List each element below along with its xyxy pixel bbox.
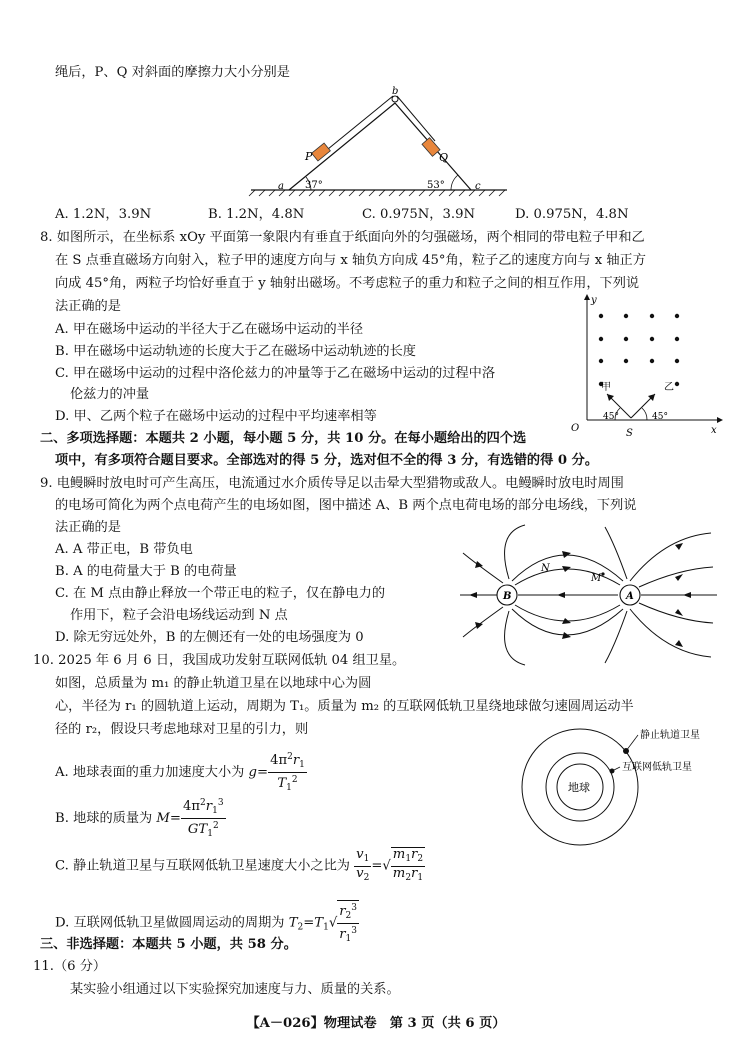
point-m: M	[591, 573, 602, 584]
label-yi: 乙	[664, 382, 674, 393]
q9-option-a: A. A 带正电，B 带负电	[55, 542, 193, 557]
q8-magnetic-field-figure	[565, 293, 725, 443]
q10-line-2: 如图，总质量为 m₁ 的静止轨道卫星在以地球中心为圆	[55, 676, 372, 691]
point-n: N	[541, 563, 550, 574]
q8-line-3: 向成 45°角，两粒子均恰好垂直于 y 轴射出磁场。不考虑粒子的重力和粒子之间的相互作用，下列说	[55, 276, 640, 291]
q7-option-d: D. 0.975N，4.8N	[515, 207, 629, 222]
q10-option-c: C. 静止轨道卫星与互联网低轨卫星速度大小之比为 $\frac{v_1}{v_2}$ =√ $\frac{m_1r_2}{m_2r_1}$	[55, 846, 424, 883]
q8-option-c: C. 甲在磁场中运动的过程中洛伦兹力的冲量等于乙在磁场中运动的过程中洛	[55, 366, 496, 381]
label-y-axis: y	[591, 295, 597, 306]
q7-option-b: B. 1.2N，4.8N	[208, 207, 305, 222]
q10-orbit-figure	[510, 715, 740, 860]
q10-option-d-text: D. 互联网低轨卫星做圆周运动的周期为	[55, 915, 285, 931]
q10-option-a-text: A. 地球表面的重力加速度大小为	[55, 765, 245, 780]
q7-incline-figure	[245, 85, 515, 205]
q10-line-4: 径的 r₂，假设只考虑地球对卫星的引力，则	[55, 722, 309, 737]
q9-line-1: 9. 电鳗瞬时放电时可产生高压，电流通过水介质传导足以击晕大型猎物或敌人。电鳗瞬时放电时周围	[40, 476, 624, 491]
q10-line-1: 10. 2025 年 6 月 6 日，我国成功发射互联网低轨 04 组卫星。	[33, 653, 406, 668]
q9-line-2: 的电场可简化为两个点电荷产生的电场如图，图中描述 A、B 两个点电荷电场的部分电场线，下列说	[55, 498, 637, 513]
q9-option-b: B. A 的电荷量大于 B 的电荷量	[55, 564, 237, 579]
q8-option-d: D. 甲、乙两个粒子在磁场中运动的过程中平均速率相等	[55, 409, 377, 424]
q8-line-2: 在 S 点垂直磁场方向射入，粒子甲的速度方向与 x 轴负方向成 45°角，粒子乙的速度方向与 x 轴正方	[55, 253, 646, 268]
q10-option-b: B. 地球的质量为 M= $\frac{4\pi^2r_1^3}{GT_1^2}$	[55, 798, 224, 839]
label-x-axis: x	[711, 425, 717, 436]
q10-option-c-text: C. 静止轨道卫星与互联网低轨卫星速度大小之比为	[55, 858, 350, 874]
q9-electric-field-figure	[455, 523, 720, 673]
label-b: b	[392, 86, 399, 97]
block-q	[422, 138, 440, 157]
q10-option-b-text: B. 地球的质量为	[55, 811, 153, 826]
q10-line-3: 心，半径为 r₁ 的圆轨道上运动，周期为 T₁。质量为 m₂ 的互联网低轨卫星绕地球做匀速圆周运动半	[55, 699, 634, 714]
q9-option-d: D. 除无穷远处外，B 的左侧还有一处的电场强度为 0	[55, 630, 364, 645]
q11-head: 11.（6 分）	[33, 959, 107, 974]
q7-option-a: A. 1.2N，3.9N	[55, 207, 152, 222]
label-origin: O	[571, 423, 580, 434]
q8-option-b: B. 甲在磁场中运动轨迹的长度大于乙在磁场中运动轨迹的长度	[55, 344, 416, 359]
q8-line-1: 8. 如图所示，在坐标系 xOy 平面第一象限内有垂直于纸面向外的匀强磁场，两个相同的带电粒子甲和乙	[40, 230, 645, 245]
section3-heading: 三、非选择题：本题共 5 小题，共 58 分。	[40, 937, 297, 952]
q11-text: 某实验小组通过以下实验探究加速度与力、质量的关系。	[70, 982, 400, 997]
q9-option-c: C. 在 M 点由静止释放一个带正电的粒子，仅在静电力的	[55, 586, 386, 601]
q8-option-a: A. 甲在磁场中运动的半径大于乙在磁场中运动的半径	[55, 322, 364, 337]
q8-line-4: 法正确的是	[55, 299, 121, 314]
angle-53: 53°	[427, 180, 445, 191]
label-a: a	[278, 181, 284, 192]
angle-45-right: 45°	[652, 412, 668, 422]
charge-b: B	[503, 591, 512, 602]
q9-option-c-cont: 作用下，粒子会沿电场线运动到 N 点	[70, 608, 288, 623]
section2-heading: 二、多项选择题：本题共 2 小题，每小题 5 分，共 10 分。在每小题给出的四个选	[40, 431, 527, 446]
label-q: Q	[439, 151, 449, 164]
q7-intro: 绳后，P、Q 对斜面的摩擦力大小分别是	[55, 65, 290, 80]
label-s: S	[626, 428, 633, 439]
q10-option-a: A. 地球表面的重力加速度大小为 g= $\frac{4\pi^2r_1}{T_1^2}$	[55, 752, 305, 793]
label-leo-satellite: 互联网低轨卫星	[622, 762, 692, 773]
q8-option-c-cont: 伦兹力的冲量	[70, 387, 150, 402]
angle-45-left: 45°	[603, 412, 619, 422]
label-earth: 地球	[568, 781, 590, 794]
q10-option-d: D. 互联网低轨卫星做圆周运动的周期为 $T_2=T_1√$ $\frac{r_2^3}{r_1^3}$	[55, 900, 359, 946]
label-jia: 甲	[601, 382, 611, 393]
label-c: c	[475, 181, 481, 192]
section2-heading-cont: 项中，有多项符合题目要求。全部选对的得 5 分，选对但不全的得 3 分，有选错的得 0 分。	[55, 453, 599, 468]
q7-option-c: C. 0.975N，3.9N	[362, 207, 475, 222]
label-geo-satellite: 静止轨道卫星	[640, 730, 700, 741]
label-p: P	[305, 150, 313, 163]
page-footer: 【A－026】物理试卷 第 3 页（共 6 页）	[246, 1016, 506, 1031]
angle-37: 37°	[305, 180, 323, 191]
charge-a: A	[626, 591, 634, 602]
q9-line-3: 法正确的是	[55, 520, 121, 535]
